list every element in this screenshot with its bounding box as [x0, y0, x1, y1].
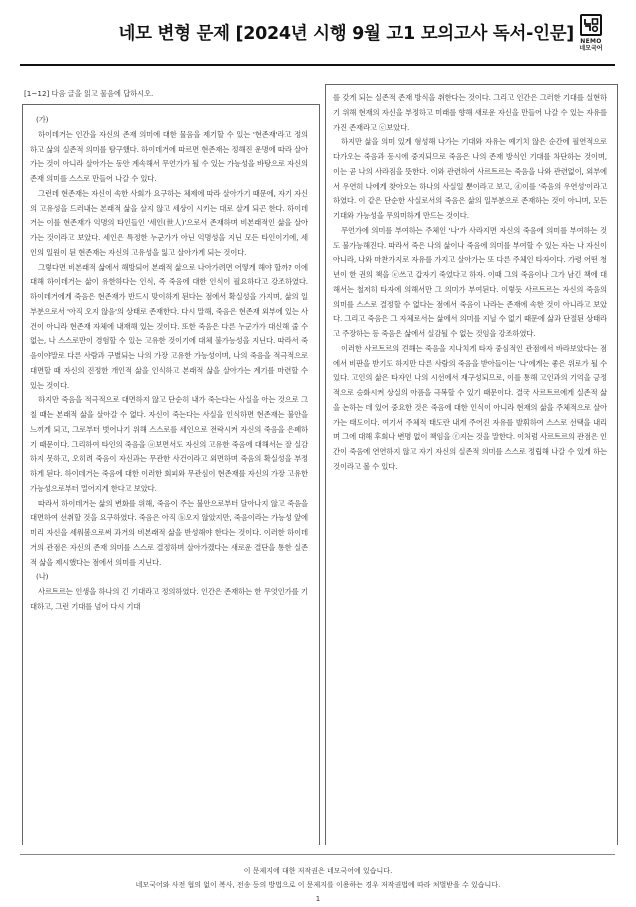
page-number: 1 [315, 895, 321, 903]
copyright-notice: 이 문제지에 대한 저작권은 네모국어에 있습니다. [243, 867, 393, 875]
paragraph: 이러한 사르트르의 견해는 죽음을 지나치게 타자 중심적인 관점에서 바라보았다는 점에서 비판을 받기도 하지만 다른 사람의 죽음을 받아들이는 '나'에게는 좋은 위로가 될 수 있다. 고인의 삶은 타자인 나의 시선에서 재구성되므로, 이를 통해 고인과의 기억을 긍정적으로 승화시켜 상실의 아픔을 극복할 수 있기 때문이다. 결국 사르트르에게 실존적 삶을 논하는 데 있어 중요한 것은 죽음에 대한 인식이 아니라 현재의 삶을 주체적으로 살아가는 태도이다. 여기서 주체적 태도란 내게 주어진 자유를 발휘하여 스스로 선택을 내리며 그에 대해 후회나 변명 없이 책임을 ⓕ지는 것을 말한다. 이처럼 사르트르의 관점은 인간이 죽음에 연연하지 않고 자기 자신의 실존적 의미를 스스로 정립해 나갈 수 있게 하는 것이라고 볼 수 있다. [333, 343, 607, 471]
right-column [333, 91, 607, 475]
instruction: [1~12] 다음 글을 읽고 물음에 답하시오. [24, 89, 154, 98]
header-divider [20, 64, 615, 66]
page-title: 네모 변형 문제 [2024년 시행 9월 고1 모의고사 독서-인문] [118, 24, 574, 44]
paragraph: 하지만 죽음을 적극적으로 대면하지 않고 단순히 내가 죽는다는 사실을 아는 것으로 그칠 때는 본래적 삶을 살아갈 수 없다. 자신이 죽는다는 사실을 인식하면 현존재는 불안을 느끼게 되고, 그로부터 벗어나기 위해 스스로를 세인으로 전락시켜 자신의 죽음을 은폐하기 때문이다. 그리하여 타인의 죽음을 ⓐ보면서도 자신의 고유한 죽음에 대해서는 잘 실감하지 못하고, 오히려 죽음이 자신과는 무관한 사건이라고 외면하며 죽음의 확실성을 부정하게 된다. 하이데거는 죽음에 대한 이러한 회피와 무관심이 현존재를 자신의 가장 고유한 가능성으로부터 멀어지게 한다고 보았다. [30, 395, 308, 493]
footer-divider [20, 854, 615, 855]
logo-text-ko: 네모국어 [579, 45, 603, 52]
page-header [0, 0, 636, 60]
paragraph: 무언가에 의미를 부여하는 주체인 '나'가 사라지면 자신의 죽음에 의미를 부여하는 것도 불가능해진다. 따라서 죽은 나의 삶이나 죽음에 의미를 부여할 수 있는 자는 나 자신이 아니라, 나와 마찬가지로 자유를 가지고 살아가는 또 다른 주체인 타자이다. 가령 어떤 청년이 한 권의 책을 ⓔ쓰고 갑자기 죽었다고 하자. 이때 그의 죽음이나 그가 남긴 책에 대해서는 철저히 타자에 의해서만 그 의미가 부여된다. 이렇듯 사르트르는 자신의 죽음의 의미를 스스로 결정할 수 없다는 점에서 죽음이 나라는 존재에 속한 것이 아니라고 보았다. 그리고 죽음은 그 자체로서는 삶에서 의미를 지닐 수 없기 때문에 삶과 단절된 상태라고 주장하는 등 죽음은 삶에서 실감될 수 없는 것임을 강조하였다. [333, 225, 607, 338]
paragraph: 그런데 현존재는 자신이 속한 사회가 요구하는 체제에 따라 살아가기 때문에, 자기 자신의 고유성을 드러내는 본래적 삶을 살지 않고 세상이 시키는 대로 살게 되곤 한다. 하이데거는 이를 현존재가 익명의 타인들인 '세인(世人)'으로서 존재하며 비본래적인 삶을 살아가는 것이라고 보았다. 세인은 특정한 누군가가 아닌 익명성을 지닌 모든 타인이기에, 세인의 일원이 된 현존재는 자신의 고유성을 잃고 살아가게 되는 것이다. [30, 188, 308, 257]
section-label-a: (가) [36, 115, 49, 124]
paragraph: 하지만 삶을 의미 있게 형성해 나가는 기대와 자유는 예기치 않은 순간에 필연적으로 다가오는 죽음과 동시에 중지되므로 죽음은 나의 존재 방식인 기대를 차단하는 것이며, 이는 곧 나의 사라짐을 뜻한다. 이와 관련하여 사르트르는 죽음을 나와 관련없이, 외부에서 우연히 나에게 찾아오는 하나의 사실일 뿐이라고 보고, ⓓ이를 '죽음의 우연성'이라고 하였다. 이 같은 단순한 사실로서의 죽음은 삶의 일부분으로 존재하는 것이 아니며, 모든 기대와 가능성을 무의미하게 만드는 것이다. [333, 137, 607, 220]
nemo-logo [574, 14, 608, 54]
paragraph: 를 갖게 되는 실존적 존재 방식을 취한다는 것이다. 그리고 인간은 그러한 기대를 실현하기 위해 현재의 자신을 부정하고 미래를 향해 새로운 자신을 만들어 나갈 수 있는 자유를 가진 존재라고 ⓒ보았다. [333, 93, 607, 132]
paragraph: 하이데거는 인간을 자신의 존재 의미에 대한 물음을 제기할 수 있는 '현존재'라고 정의하고 삶의 실존적 의미를 탐구했다. 하이데거에 따르면 현존재는 정해진 운명에 따라 살아가는 것이 아니라 살아가는 동안 계속해서 무언가가 될 수 있는 가능성을 바탕으로 자신의 존재 의미를 스스로 만들어 나갈 수 있다. [30, 129, 308, 183]
paragraph: 그렇다면 비본래적 삶에서 해방되어 본래적 삶으로 나아가려면 어떻게 해야 할까? 이에 대해 하이데거는 삶이 유한하다는 인식, 즉 죽음에 대한 인식이 필요하다고 강조하였다. 하이데거에게 죽음은 현존재가 반드시 맞이하게 된다는 점에서 확실성을 가지며, 삶의 일부분으로서 '아직 오지 않음'의 상태로 존재한다. 다시 말해, 죽음은 현존재 외부에 있는 사건이 아니라 현존재 자체에 내재해 있는 것이다. 또한 죽음은 다른 누군가가 대신해 줄 수 없는, 나 스스로만이 경험할 수 있는 고유한 것이기에 대체 불가능성을 지닌다. 따라서 죽음이야말로 다른 사람과 구별되는 나의 가장 고유한 가능성이며, 나의 죽음을 적극적으로 대면할 때 자신의 진정한 개인적 삶을 인식하고 본래적 삶을 살아가는 계기를 마련할 수 있는 것이다. [30, 262, 308, 390]
logo-text-en: NEMO [580, 38, 602, 45]
copyright-warning: 네모국어와 사전 협의 없이 복사, 전송 등의 방법으로 이 문제지를 이용하는 경우 저작권법에 따라 처벌받을 수 있습니다. [135, 881, 501, 889]
section-label-b: (나) [36, 572, 49, 582]
paragraph: 따라서 하이데거는 삶의 변화를 위해, 죽음이 주는 불안으로부터 달아나지 않고 죽음을 대면하여 선취할 것을 요구하였다. 죽음은 아직 ⓑ오지 않았지만, 죽음이라는 가능성 앞에 미리 자신을 세워봄으로써 과거의 비본래적 삶을 반성해야 한다는 것이다. 이러한 하이데거의 관점은 자신의 존재 의미를 스스로 결정하며 살아가겠다는 새로운 결단을 통한 실존적 삶을 제시했다는 점에서 의미를 지닌다. [30, 498, 308, 567]
paragraph: 사르트르는 인생을 하나의 긴 기대라고 정의하였다. 인간은 존재하는 한 무엇인가를 기대하고, 그런 기대를 넘어 다시 기대 [30, 587, 308, 611]
left-column [30, 113, 308, 615]
logo-mark-icon [580, 14, 602, 36]
